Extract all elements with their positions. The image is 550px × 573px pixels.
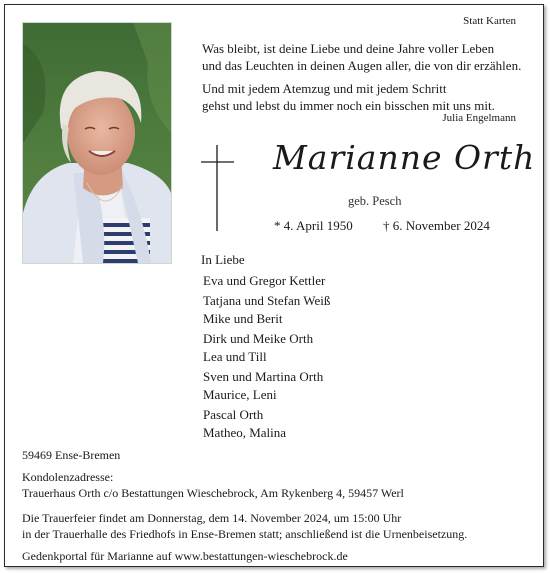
- kondolenz-label: Kondolenzadresse:: [22, 470, 114, 484]
- ceremony-info: in der Trauerhalle des Friedhofs in Ense-Bremen statt; anschließend ist die Urnenbeisetzung.: [22, 527, 468, 541]
- kondolenz-address: Trauerhaus Orth c/o Bestattungen Wieschebrock, Am Rykenberg 4, 59457 Werl: [22, 486, 404, 500]
- mourner-group: [203, 368, 330, 404]
- poem-line: gehst und lebst du immer noch ein bisschen mit uns mit.: [202, 98, 495, 113]
- ceremony-info: Die Trauerfeier findet am Donnerstag, dem 14. November 2024, um 15:00 Uhr: [22, 511, 402, 525]
- birth-name: geb. Pesch: [348, 194, 402, 208]
- mourner-line: Tatjana und Stefan Weiß: [203, 293, 331, 308]
- mourners-intro: In Liebe: [201, 252, 245, 267]
- mourner-group: [203, 406, 330, 442]
- mourner-line: Mike und Berit: [203, 311, 283, 326]
- poem-line: Und mit jedem Atemzug und mit jedem Schritt: [202, 81, 447, 96]
- mourner-line: Pascal Orth: [203, 407, 264, 422]
- deceased-name: Marianne Orth: [273, 138, 536, 177]
- poem: [202, 40, 521, 114]
- mourners-list: [203, 272, 330, 444]
- mourner-line: Matheo, Malina: [203, 425, 287, 440]
- mourner-line: Eva und Gregor Kettler: [203, 273, 326, 288]
- poem-author: Julia Engelmann: [442, 112, 516, 124]
- cross-icon: [201, 145, 235, 231]
- mourner-group: [203, 330, 330, 366]
- mourner-group: [203, 292, 330, 328]
- memorial-portal-link[interactable]: Gedenkportal für Marianne auf www.bestattungen-wieschebrock.de: [22, 549, 348, 563]
- mourner-line: Dirk und Meike Orth: [203, 331, 314, 346]
- mourner-line: Lea und Till: [203, 349, 267, 364]
- poem-line: und das Leuchten in deinen Augen aller, die von dir erzählen.: [202, 58, 522, 73]
- mourners-city: 59469 Ense-Bremen: [22, 448, 121, 462]
- death-date: † 6. November 2024: [383, 218, 490, 233]
- obituary-card: [4, 4, 544, 567]
- statt-karten-note: Statt Karten: [463, 15, 516, 27]
- birth-date: * 4. April 1950: [274, 218, 353, 233]
- portrait-photo: [22, 22, 172, 264]
- mourner-line: Sven und Martina Orth: [203, 369, 324, 384]
- mourner-line: Maurice, Leni: [203, 387, 277, 402]
- mourner-group: [203, 272, 330, 290]
- poem-line: Was bleibt, ist deine Liebe und deine Jahre voller Leben: [202, 41, 495, 56]
